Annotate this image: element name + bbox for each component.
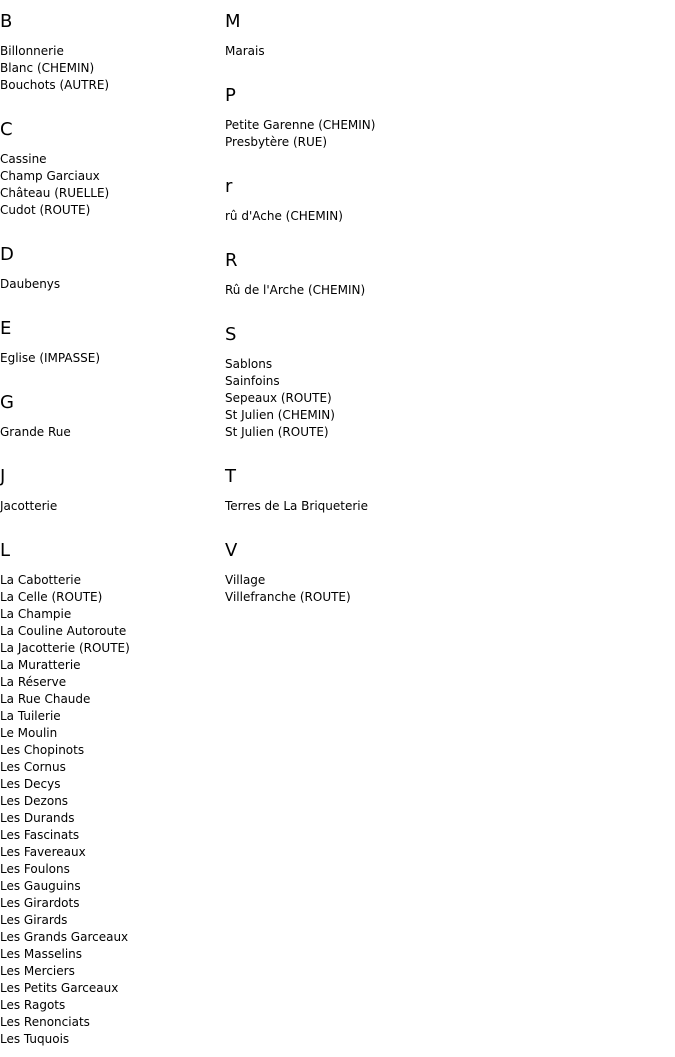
street-link[interactable]: Village [225, 573, 266, 587]
street-link[interactable]: La Celle (ROUTE) [0, 590, 103, 604]
street-link[interactable]: St Julien (CHEMIN) [225, 408, 335, 422]
street-link[interactable]: Champ Garciaux [0, 169, 100, 183]
street-link[interactable]: Bouchots (AUTRE) [0, 78, 110, 92]
street-list [0, 276, 220, 293]
letter-group [0, 233, 220, 293]
street-link[interactable]: Cudot (ROUTE) [0, 203, 91, 217]
street-link[interactable]: La Tuilerie [0, 709, 61, 723]
street-list [225, 356, 665, 441]
street-list [0, 151, 220, 219]
letter-group [0, 529, 220, 1048]
letter-group [225, 239, 665, 299]
street-link[interactable]: Les Grands Garceaux [0, 930, 129, 944]
letter-group [0, 307, 220, 367]
street-list [225, 43, 665, 60]
street-link[interactable]: Les Tuquois [0, 1032, 70, 1046]
street-link[interactable]: Les Decys [0, 777, 61, 791]
street-link[interactable]: Grande Rue [0, 425, 71, 439]
street-list [225, 498, 665, 515]
street-list [0, 350, 220, 367]
letter-group [225, 0, 665, 60]
street-link[interactable]: Eglise (IMPASSE) [0, 351, 101, 365]
street-link[interactable]: Villefranche (ROUTE) [225, 590, 351, 604]
street-link[interactable]: Les Fascinats [0, 828, 80, 842]
street-list [225, 282, 665, 299]
street-link[interactable]: La Réserve [0, 675, 67, 689]
street-link[interactable]: Jacotterie [0, 499, 58, 513]
street-link[interactable]: Château (RUELLE) [0, 186, 110, 200]
street-link[interactable]: Les Cornus [0, 760, 66, 774]
street-link[interactable]: Les Durands [0, 811, 75, 825]
letter-group [225, 165, 665, 225]
letter-heading: P [225, 85, 236, 106]
letter-heading: r [225, 176, 233, 197]
letter-group [0, 0, 220, 94]
letter-group [0, 381, 220, 441]
street-link[interactable]: Sainfoins [225, 374, 280, 388]
street-list [0, 498, 220, 515]
street-index-right-column [225, 0, 665, 620]
street-link[interactable]: La Muratterie [0, 658, 81, 672]
letter-heading: C [0, 119, 13, 140]
letter-heading: S [225, 324, 237, 345]
street-link[interactable]: Rû de l'Arche (CHEMIN) [225, 283, 366, 297]
letter-group [0, 455, 220, 515]
letter-group [0, 108, 220, 219]
street-link[interactable]: La Couline Autoroute [0, 624, 127, 638]
street-link[interactable]: Presbytère (RUE) [225, 135, 328, 149]
street-link[interactable]: Petite Garenne (CHEMIN) [225, 118, 376, 132]
letter-heading: T [225, 466, 236, 487]
street-list [0, 424, 220, 441]
street-link[interactable]: Terres de La Briqueterie [225, 499, 369, 513]
street-link[interactable]: Les Foulons [0, 862, 70, 876]
letter-heading: R [225, 250, 238, 271]
letter-group [225, 455, 665, 515]
street-link[interactable]: La Rue Chaude [0, 692, 91, 706]
street-link[interactable]: Marais [225, 44, 265, 58]
street-link[interactable]: Les Renonciats [0, 1015, 90, 1029]
street-index-left-column [0, 0, 220, 1057]
street-link[interactable]: La Champie [0, 607, 72, 621]
street-link[interactable]: Les Girards [0, 913, 68, 927]
street-link[interactable]: Les Chopinots [0, 743, 85, 757]
street-link[interactable]: rû d'Ache (CHEMIN) [225, 209, 343, 223]
street-link[interactable]: Les Favereaux [0, 845, 86, 859]
letter-heading: E [0, 318, 12, 339]
street-link[interactable]: Les Gauguins [0, 879, 81, 893]
street-link[interactable]: Les Masselins [0, 947, 83, 961]
letter-heading: V [225, 540, 238, 561]
street-link[interactable]: Sepeaux (ROUTE) [225, 391, 332, 405]
street-list [225, 572, 665, 606]
street-link[interactable]: Les Girardots [0, 896, 80, 910]
street-link[interactable]: St Julien (ROUTE) [225, 425, 329, 439]
street-list [225, 117, 665, 151]
street-link[interactable]: La Jacotterie (ROUTE) [0, 641, 130, 655]
letter-group [225, 313, 665, 441]
street-link[interactable]: Les Petits Garceaux [0, 981, 119, 995]
letter-heading: L [0, 540, 11, 561]
letter-heading: M [225, 11, 241, 32]
letter-heading: J [0, 466, 6, 487]
street-list [225, 208, 665, 225]
street-link[interactable]: La Cabotterie [0, 573, 81, 587]
letter-group [225, 529, 665, 606]
letter-heading: G [0, 392, 14, 413]
letter-heading: B [0, 11, 13, 32]
street-link[interactable]: Sablons [225, 357, 273, 371]
letter-heading: D [0, 244, 14, 265]
letter-group [225, 74, 665, 151]
street-list [0, 572, 220, 1048]
street-link[interactable]: Blanc (CHEMIN) [0, 61, 95, 75]
street-link[interactable]: Daubenys [0, 277, 61, 291]
street-link[interactable]: Le Moulin [0, 726, 58, 740]
street-link[interactable]: Les Ragots [0, 998, 66, 1012]
street-link[interactable]: Cassine [0, 152, 47, 166]
street-link[interactable]: Les Merciers [0, 964, 75, 978]
street-list [0, 43, 220, 94]
street-link[interactable]: Les Dezons [0, 794, 69, 808]
street-link[interactable]: Billonnerie [0, 44, 64, 58]
